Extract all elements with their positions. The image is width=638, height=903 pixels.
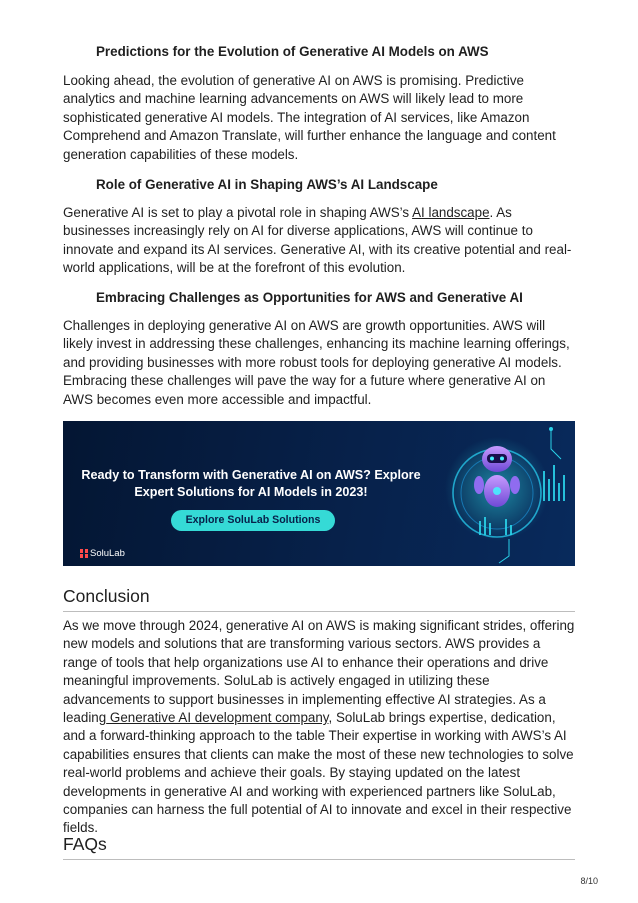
ai-robot-illustration-icon	[439, 421, 575, 566]
banner-title-line-1: Ready to Transform with Generative AI on AWS? Explore	[81, 468, 421, 482]
brand-name: SoluLab	[90, 548, 125, 559]
section-heading-role: Role of Generative AI in Shaping AWS’s AI Landscape	[96, 177, 438, 192]
conclusion-paragraph	[63, 617, 578, 838]
promo-banner[interactable]	[63, 421, 575, 566]
banner-title	[63, 467, 439, 500]
section-paragraph-role	[63, 204, 578, 278]
generative-ai-company-link[interactable]: Generative AI development company	[106, 710, 329, 726]
role-text-before: Generative AI is set to play a pivotal role in shaping AWS’s	[63, 205, 413, 220]
explore-solutions-button[interactable]: Explore SoluLab Solutions	[171, 510, 335, 531]
solulab-brand	[80, 548, 125, 559]
faqs-heading: FAQs	[63, 833, 575, 860]
solulab-logo-icon	[80, 549, 88, 558]
section-paragraph-challenges: Challenges in deploying generative AI on AWS are growth opportunities. AWS will likely invest in addressing these challenges, enhancing its machine learning offerings, and providing businesses with more robust tools for deploying generative AI models. Embracing these challenges will pave the way for a future where generative AI on AWS becomes even more accessible and impactful.	[63, 318, 570, 407]
section-heading-challenges: Embracing Challenges as Opportunities for AWS and Generative AI	[96, 290, 523, 305]
role-text-after: . As businesses increasingly rely on AI for diverse applications, AWS will continue to innovate and expand its AI services. Generative AI, with its creative potential and real-world applications, will be at the forefront of this evolution.	[63, 205, 572, 276]
conclusion-text-after: , SoluLab brings expertise, dedication, and a forward-thinking approach to the table Their expertise in working with AWS’s AI capabilities ensures that clients can make the most of these new technologies to solve real-world problems and achieve their goals. By staying updated on the latest developments in generative AI and working with experienced partners like SoluLab, companies can harness the full potential of AI to innovate and excel in their respective fields.	[63, 710, 574, 836]
banner-title-line-2: Expert Solutions for AI Models in 2023!	[134, 484, 368, 499]
ai-landscape-link[interactable]: AI landscape	[412, 205, 490, 220]
conclusion-text-before: As we move through 2024, generative AI on AWS is making significant strides, offering new models and solutions that are transforming various sectors. AWS provides a range of tools that help organizations use AI to enhance their operations and drive meaningful improvements. SoluLab is actively engaged in utilizing these advancements to support businesses in implementing effective AI strategies. As a leading	[63, 618, 575, 726]
section-paragraph-predictions: Looking ahead, the evolution of generative AI on AWS is promising. Predictive analytics and machine learning advancements on AWS will likely lead to more sophisticated generative AI models. The integration of AI services, like Amazon Comprehend and Amazon Translate, will further enhance the language and content generation capabilities of these models.	[63, 73, 556, 162]
page-number: 8/10	[580, 876, 598, 886]
section-heading-predictions: Predictions for the Evolution of Generative AI Models on AWS	[96, 44, 489, 59]
conclusion-heading: Conclusion	[63, 585, 575, 612]
